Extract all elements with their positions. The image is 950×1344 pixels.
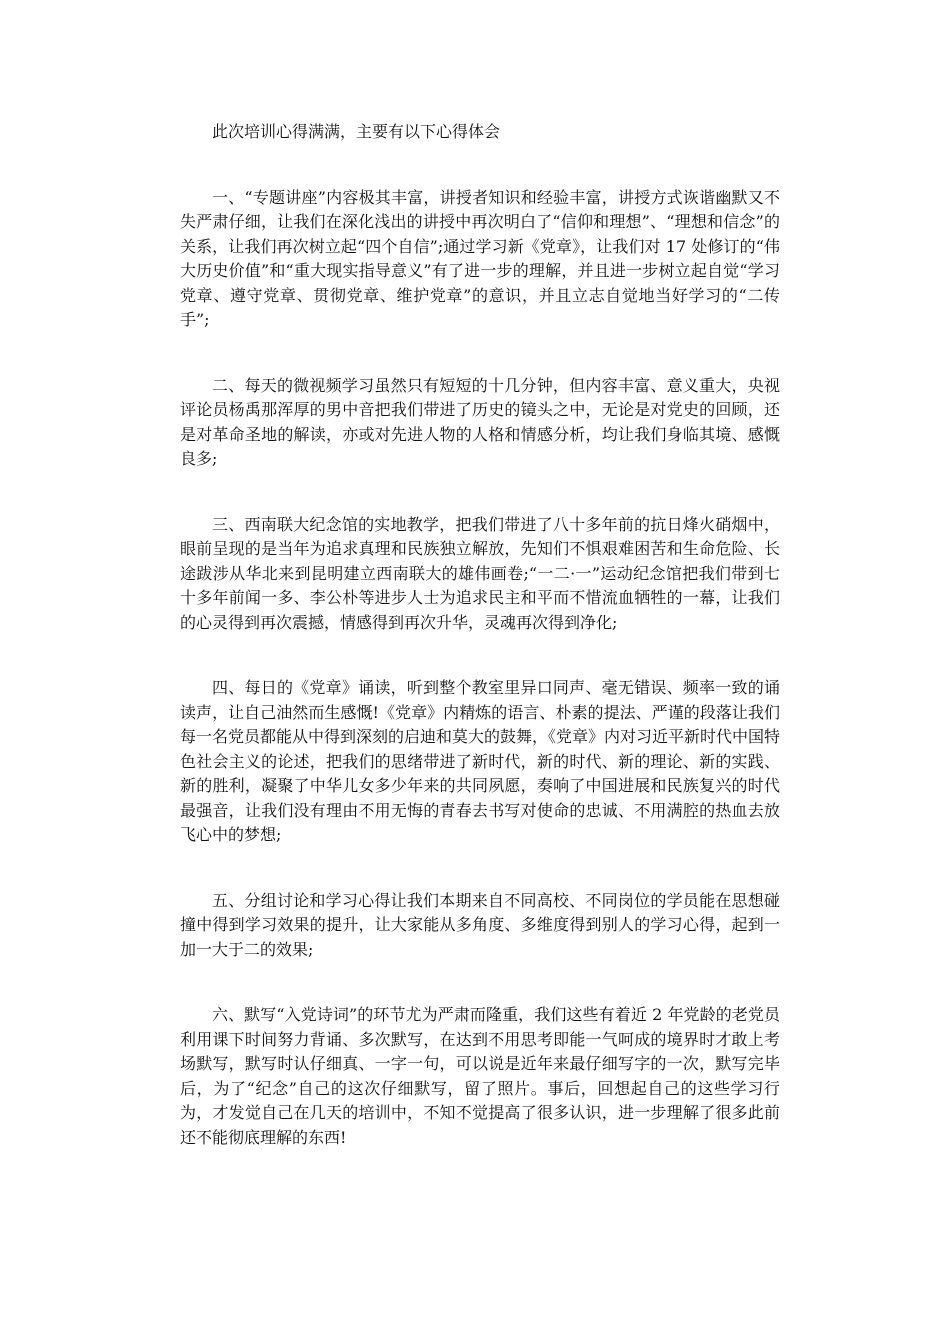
paragraph-4: 四、每日的《党章》诵读，听到整个教室里异口同声、毫无错误、频率一致的诵读声，让自己油然而生感慨!《党章》内精炼的语言、朴素的提法、严谨的段落让我们每一名党员都能从中得到深刻的启迪和莫大的鼓舞，《党章》内对习近平新时代中国特色社会主义的论述，把我们的思绪带进了新时代，新的时代、新的理论、新的实践、新的胜利，凝聚了中华儿女多少年来的共同夙愿，奏响了中国进展和民族复兴的时代最强音，让我们没有理由不用无悔的青春去书写对使命的忠诚、不用满腔的热血去放飞心中的梦想; bbox=[180, 678, 781, 844]
paragraph-2: 二、每天的微视频学习虽然只有短短的十几分钟，但内容丰富、意义重大，央视评论员杨禹那浑厚的男中音把我们带进了历史的镜头之中，无论是对党史的回顾，还是对革命圣地的解读，亦或对先进人物的人格和情感分析，均让我们身临其境、感慨良多; bbox=[180, 375, 780, 468]
paragraph-6: 六、默写“入党诗词”的环节尤为严肃而隆重，我们这些有着近 2 年党龄的老党员利用课下时间努力背诵、多次默写，在达到不用思考即能一气呵成的境界时才敢上考场默写，默写时认仔细真、一字一句，可以说是近年来最仔细写字的一次，默写完毕后，为了“纪念”自己的这次仔细默写，留了照片。事后，回想起自己的这些学习行为，才发觉自己在几天的培训中，不知不觉提高了很多认识，进一步理解了很多此前还不能彻底理解的东西! bbox=[180, 1005, 780, 1147]
paragraph-1: 一、“专题讲座”内容极其丰富，讲授者知识和经验丰富，讲授方式诙谐幽默又不失严肃仔细，让我们在深化浅出的讲授中再次明白了“信仰和理想”、“理想和信念”的关系，让我们再次树立起“四个自信”;通过学习新《党章》，让我们对 17 处修订的“伟大历史价值”和“重大现实指导意义”有了进一步的理解，并且进一步树立起自觉“学习党章、遵守党章、贯彻党章、维护党章”的意识，并且立志自觉地当好学习的“二传手”; bbox=[180, 187, 780, 329]
paragraph-intro: 此次培训心得满满，主要有以下心得体会 bbox=[212, 122, 501, 141]
document-body bbox=[180, 120, 780, 1150]
paragraph-5: 五、分组讨论和学习心得让我们本期来自不同高校、不同岗位的学员能在思想碰撞中得到学习效果的提升，让大家能从多角度、多维度得到别人的学习心得，起到一加一大于二的效果; bbox=[180, 890, 780, 959]
paragraph-3: 三、西南联大纪念馆的实地教学，把我们带进了八十多年前的抗日烽火硝烟中，眼前呈现的是当年为追求真理和民族独立解放，先知们不惧艰难困苦和生命危险、长途跋涉从华北来到昆明建立西南联大的雄伟画卷;“一二·一”运动纪念馆把我们带到七十多年前闻一多、李公朴等进步人士为追求民主和平而不惜流血牺牲的一幕，让我们的心灵得到再次震撼，情感得到再次升华，灵魂再次得到净化; bbox=[180, 514, 780, 632]
